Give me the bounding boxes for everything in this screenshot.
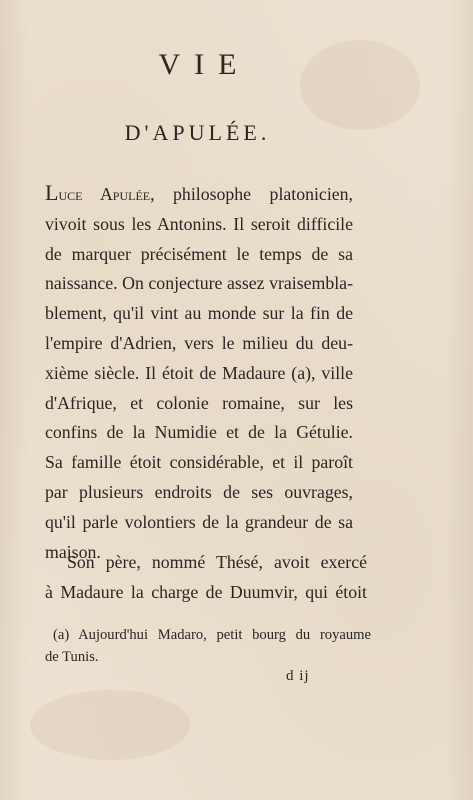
text-line: par plusieurs endroits de ses ouvrages, bbox=[45, 481, 353, 502]
paragraph-2 bbox=[45, 548, 367, 608]
text-line: Son père, nommé Thésé, avoit exercé bbox=[67, 552, 367, 572]
chapter-subtitle: D'APULÉE. bbox=[124, 120, 271, 145]
text-line-fragment: , philosophe platonicien, bbox=[150, 184, 353, 204]
signature-mark: d ij bbox=[286, 668, 310, 684]
drop-initial: L bbox=[45, 180, 59, 205]
text-line: de marquer précisément le temps de sa bbox=[45, 243, 353, 264]
text-line: qu'il parle volontiers de la grandeur de sa bbox=[45, 511, 353, 532]
paper-stain bbox=[30, 690, 190, 760]
text-line: naissance. On conjecture assez vraisembla- bbox=[45, 273, 353, 294]
footnote bbox=[45, 624, 371, 668]
text-line: xième siècle. Il étoit de Madaure (a), ville bbox=[45, 362, 353, 383]
chapter-title: VIE bbox=[158, 48, 251, 81]
text-line: à Madaure la charge de Duumvir, qui étoit bbox=[45, 581, 367, 602]
footnote-line: de Tunis. bbox=[45, 649, 99, 665]
lead-caps: uce Apulée bbox=[58, 184, 151, 204]
footnote-line: (a) Aujourd'hui Madaro, petit bourg du royaume bbox=[53, 627, 371, 643]
text-line: d'Afrique, et colonie romaine, sur les bbox=[45, 392, 353, 413]
paragraph-1 bbox=[45, 178, 353, 567]
text-line: maison. bbox=[45, 541, 101, 562]
text-line: vivoit sous les Antonins. Il seroit difficile bbox=[45, 213, 353, 234]
text-line: l'empire d'Adrien, vers le milieu du deu- bbox=[45, 332, 353, 353]
text-line: blement, qu'il vint au monde sur la fin de bbox=[45, 303, 353, 324]
text-line bbox=[45, 178, 353, 210]
text-line: Sa famille étoit considérable, et il paroît bbox=[45, 452, 353, 473]
text-line: confins de la Numidie et de la Gétulie. bbox=[45, 422, 353, 443]
